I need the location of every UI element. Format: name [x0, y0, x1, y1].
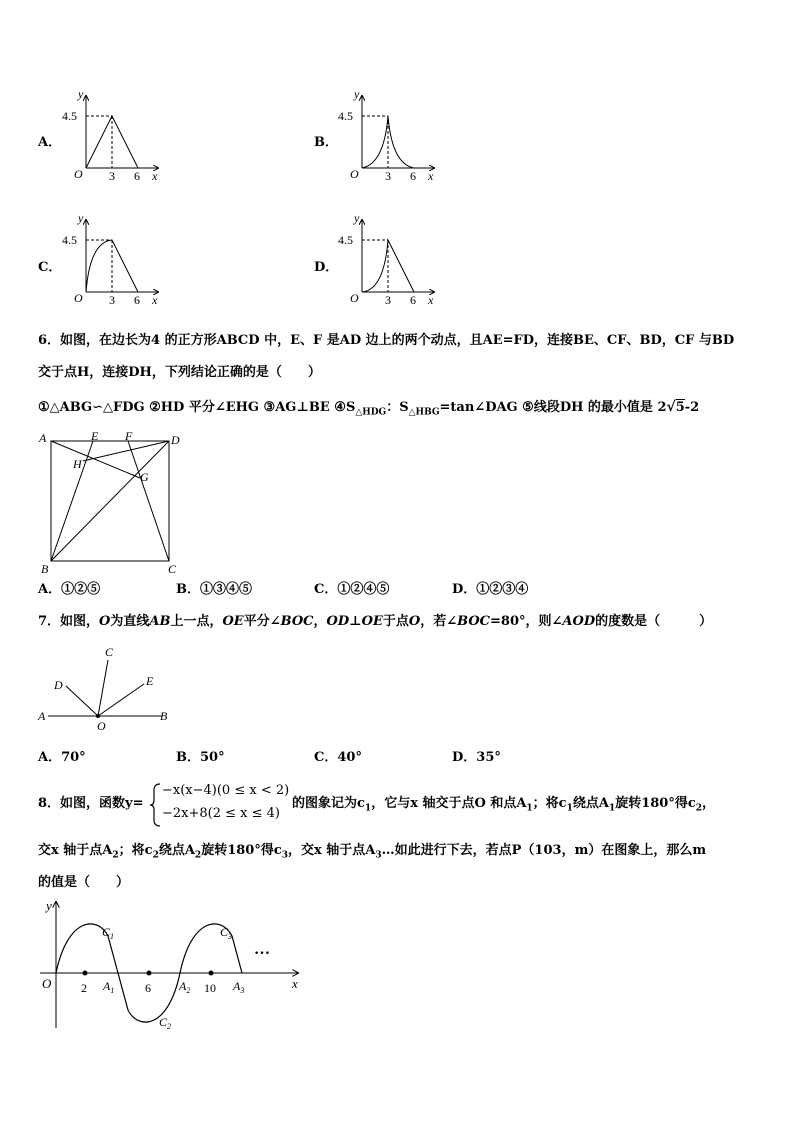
x-tick-6: 6 — [134, 169, 140, 183]
origin-label: O — [74, 167, 83, 181]
q5-option-c-graph — [58, 210, 168, 310]
q5-option-a-graph — [58, 86, 168, 186]
q7-choice-b[interactable]: B．50° — [176, 750, 225, 765]
x-axis-label: x — [152, 169, 158, 183]
y-axis-label: y — [46, 898, 52, 913]
x-tick-3: 3 — [109, 169, 115, 183]
piecewise-brace — [148, 782, 162, 828]
q5-option-d-graph — [334, 210, 444, 310]
label-C: C — [105, 645, 114, 659]
origin-label: O — [350, 167, 359, 181]
y-axis-label: y — [354, 87, 360, 101]
tick-6: 6 — [145, 981, 151, 995]
q8-stem-prefix: 8．如图，函数y= — [38, 796, 144, 811]
label-B: B — [160, 709, 168, 723]
x-axis-label: x — [152, 293, 158, 307]
x-tick-6: 6 — [410, 169, 416, 183]
q8-stem-line3: 的值是（ ） — [38, 875, 130, 890]
label-H: H — [73, 457, 82, 471]
origin-label: O — [42, 976, 52, 991]
label-D: D — [54, 678, 63, 692]
q7-angle-figure — [34, 642, 184, 734]
q7-choice-c[interactable]: C．40° — [314, 750, 362, 765]
x-tick-3: 3 — [109, 293, 115, 307]
label-E: E — [91, 429, 99, 443]
label-G: G — [140, 470, 149, 484]
label-C2: $C_2$ — [159, 1015, 172, 1031]
y-tick: 4.5 — [338, 233, 353, 247]
label-C3: $C_3$ — [220, 925, 233, 941]
x-axis-label: x — [428, 169, 434, 183]
label-A1: $A_1$ — [103, 979, 115, 995]
label-A: A — [39, 431, 47, 445]
continuation-dots: … — [254, 941, 270, 958]
y-axis-label: y — [78, 211, 84, 225]
q6-choice-d[interactable]: D．①②③④ — [452, 582, 529, 597]
x-axis-label: x — [428, 293, 434, 307]
label-E: E — [146, 674, 154, 688]
label-A: A — [38, 709, 46, 723]
tick-10: 10 — [204, 981, 216, 995]
q6-choice-b[interactable]: B．①③④⑤ — [176, 582, 252, 597]
q8-stem-line1: 的图象记为$c_1$，它与x 轴交于点O 和点$A_1$；将$c_1$绕点$A_1$旋转180°得$c_2$， — [292, 796, 716, 814]
piecewise-case-2: −2x+8(2 ≤ x ≤ 4) — [162, 806, 280, 821]
y-tick: 4.5 — [62, 233, 77, 247]
x-tick-3: 3 — [385, 169, 391, 183]
x-axis-label: x — [292, 976, 298, 991]
y-axis-label: y — [78, 87, 84, 101]
q6-stem-line2: 交于点H，连接DH，下列结论正确的是（ ） — [38, 365, 321, 380]
q7-choice-a[interactable]: A．70° — [38, 750, 86, 765]
piecewise-case-1: −x(x−4)(0 ≤ x < 2) — [162, 783, 290, 798]
label-O: O — [97, 719, 106, 733]
y-axis-label: y — [354, 211, 360, 225]
label-F: F — [125, 429, 133, 443]
label-D: D — [171, 433, 180, 447]
q6-square-figure — [36, 428, 186, 578]
x-tick-3: 3 — [385, 293, 391, 307]
q5-option-c-label[interactable]: C． — [38, 260, 62, 275]
y-tick: 4.5 — [62, 109, 77, 123]
origin-label: O — [350, 291, 359, 305]
x-tick-6: 6 — [134, 293, 140, 307]
origin-label: O — [74, 291, 83, 305]
q7-choice-d[interactable]: D．35° — [452, 750, 501, 765]
tick-2: 2 — [81, 981, 87, 995]
x-tick-6: 6 — [410, 293, 416, 307]
q6-stem-line1: 6．如图，在边长为4 的正方形ABCD 中，E、F 是AD 边上的两个动点，且AE=FD，连接BE、CF、BD，CF 与BD — [38, 333, 735, 348]
label-A3: $A_3$ — [233, 979, 245, 995]
q6-choice-c[interactable]: C．①②④⑤ — [314, 582, 390, 597]
label-C1: $C_1$ — [102, 925, 115, 941]
q5-option-b-label[interactable]: B． — [314, 135, 338, 150]
q6-statements: ①△ABG∽△FDG ②HD 平分∠EHG ③AG⊥BE $④S_{\triangle HDG}$：$S_{\triangle HBG}=\tan\angle DAG$ ⑤线段DH 的最小值是 2√5-2 — [38, 399, 700, 418]
q7-stem: 7．如图，O为直线AB上一点，OE平分∠BOC，OD⊥OE于点O，若∠BOC=80°，则∠AOD的度数是（ ） — [38, 614, 713, 629]
label-C: C — [168, 562, 177, 576]
y-tick: 4.5 — [338, 109, 353, 123]
q5-option-a-label[interactable]: A． — [38, 135, 62, 150]
q8-wave-graph — [36, 896, 306, 1036]
q8-stem-line2: 交x 轴于点$A_2$；将$c_2$绕点$A_2$旋转180°得$c_3$，交x 轴于点$A_3\dots$如此进行下去，若点P（103，m）在图象上，那么m — [38, 843, 707, 861]
q6-choice-a[interactable]: A．①②⑤ — [38, 582, 101, 597]
q5-option-b-graph — [334, 86, 444, 186]
label-B: B — [41, 562, 49, 576]
label-A2: $A_2$ — [179, 979, 191, 995]
q5-option-d-label[interactable]: D． — [314, 260, 339, 275]
